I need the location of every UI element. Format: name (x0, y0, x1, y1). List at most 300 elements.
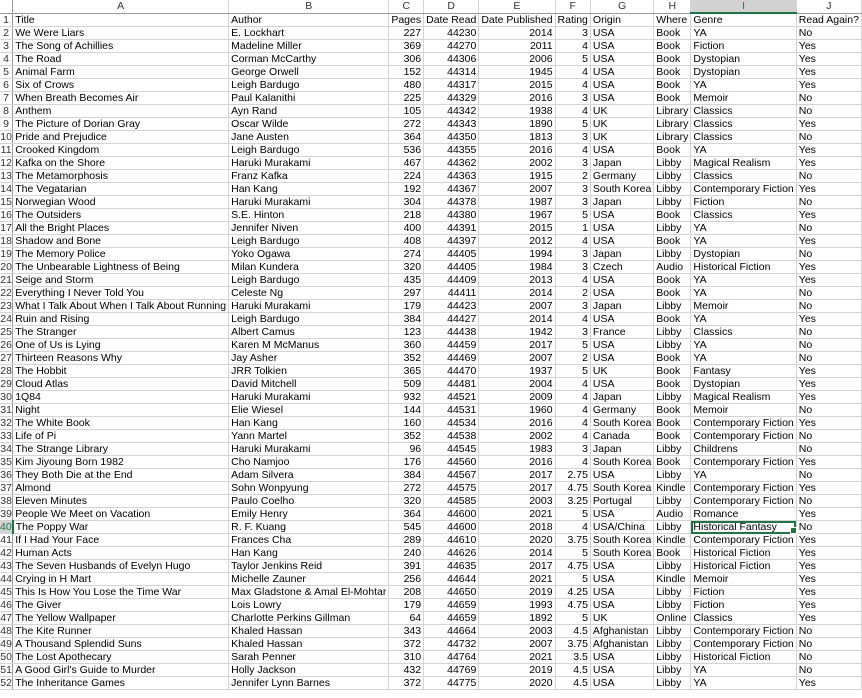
cell-h52[interactable]: Libby (654, 677, 691, 690)
cell-h44[interactable]: Kindle (654, 573, 691, 586)
cell-f43[interactable]: 4.75 (555, 560, 590, 573)
cell-i3[interactable]: Fiction (691, 40, 796, 53)
cell-i10[interactable]: Classics (691, 131, 796, 144)
cell-e50[interactable]: 2021 (479, 651, 555, 664)
cell-b2[interactable]: E. Lockhart (229, 27, 389, 40)
cell-b16[interactable]: S.E. Hinton (229, 209, 389, 222)
cell-e28[interactable]: 1937 (479, 365, 555, 378)
cell-a40[interactable]: The Poppy War (13, 521, 229, 534)
row-header[interactable]: 28 (0, 365, 12, 377)
cell-f19[interactable]: 3 (555, 248, 590, 261)
cell-b35[interactable]: Cho Namjoo (229, 456, 389, 469)
cell-b15[interactable]: Haruki Murakami (229, 196, 389, 209)
cell-g40[interactable]: USA/China (590, 521, 653, 534)
cell-c17[interactable]: 400 (389, 222, 424, 235)
cell-f49[interactable]: 3.75 (555, 638, 590, 651)
cell-h36[interactable]: Libby (654, 469, 691, 482)
cell-j36[interactable]: No (796, 469, 861, 482)
cell-g32[interactable]: South Korea (590, 417, 653, 430)
cell-j17[interactable]: No (796, 222, 861, 235)
cell-b42[interactable]: Han Kang (229, 547, 389, 560)
cell-d1[interactable]: Date Read (424, 13, 479, 27)
cell-e11[interactable]: 2016 (479, 144, 555, 157)
cell-h48[interactable]: Libby (654, 625, 691, 638)
cell-c41[interactable]: 289 (389, 534, 424, 547)
cell-g11[interactable]: USA (590, 144, 653, 157)
column-header-b[interactable]: B (229, 0, 389, 13)
cell-a42[interactable]: Human Acts (13, 547, 229, 560)
cell-f47[interactable]: 5 (555, 612, 590, 625)
cell-h26[interactable]: Libby (654, 339, 691, 352)
cell-g27[interactable]: USA (590, 352, 653, 365)
cell-f21[interactable]: 4 (555, 274, 590, 287)
cell-c2[interactable]: 227 (389, 27, 424, 40)
cell-b17[interactable]: Jennifer Niven (229, 222, 389, 235)
cell-b29[interactable]: David Mitchell (229, 378, 389, 391)
column-header-a[interactable]: A (13, 0, 229, 13)
cell-g1[interactable]: Origin (590, 13, 653, 27)
cell-h9[interactable]: Library (654, 118, 691, 131)
cell-d33[interactable]: 44538 (424, 430, 479, 443)
cell-d12[interactable]: 44362 (424, 157, 479, 170)
cell-d44[interactable]: 44644 (424, 573, 479, 586)
cell-c36[interactable]: 384 (389, 469, 424, 482)
cell-c33[interactable]: 352 (389, 430, 424, 443)
cell-a48[interactable]: The Kite Runner (13, 625, 229, 638)
cell-d35[interactable]: 44560 (424, 456, 479, 469)
cell-h42[interactable]: Book (654, 547, 691, 560)
cell-a6[interactable]: Six of Crows (13, 79, 229, 92)
cell-b4[interactable]: Corman McCarthy (229, 53, 389, 66)
row-header[interactable]: 15 (0, 196, 12, 208)
cell-a19[interactable]: The Memory Police (13, 248, 229, 261)
row-header[interactable]: 5 (0, 66, 13, 79)
cell-g16[interactable]: USA (590, 209, 653, 222)
cell-i38[interactable]: Contemporary Fiction (691, 495, 796, 508)
cell-d3[interactable]: 44270 (424, 40, 479, 53)
cell-b12[interactable]: Haruki Murakami (229, 157, 389, 170)
row-header[interactable]: 1 (0, 13, 13, 27)
row-header[interactable]: 23 (0, 300, 12, 312)
cell-j12[interactable]: Yes (796, 157, 861, 170)
cell-h23[interactable]: Libby (654, 300, 691, 313)
cell-j14[interactable]: Yes (796, 183, 861, 196)
row-header[interactable]: 17 (0, 222, 12, 234)
cell-h6[interactable]: Book (654, 79, 691, 92)
cell-c27[interactable]: 352 (389, 352, 424, 365)
row-header[interactable]: 6 (0, 79, 13, 92)
row-header[interactable]: 21 (0, 274, 12, 286)
cell-b38[interactable]: Paulo Coelho (229, 495, 389, 508)
cell-c12[interactable]: 467 (389, 157, 424, 170)
cell-c37[interactable]: 272 (389, 482, 424, 495)
cell-a22[interactable]: Everything I Never Told You (13, 287, 229, 300)
cell-d49[interactable]: 44732 (424, 638, 479, 651)
cell-b1[interactable]: Author (229, 13, 389, 27)
cell-f8[interactable]: 4 (555, 105, 590, 118)
cell-g52[interactable]: USA (590, 677, 653, 690)
cell-h11[interactable]: Book (654, 144, 691, 157)
cell-g5[interactable]: USA (590, 66, 653, 79)
cell-g30[interactable]: Japan (590, 391, 653, 404)
cell-g9[interactable]: UK (590, 118, 653, 131)
cell-h29[interactable]: Book (654, 378, 691, 391)
cell-d14[interactable]: 44367 (424, 183, 479, 196)
cell-j42[interactable]: Yes (796, 547, 861, 560)
cell-i8[interactable]: Classics (691, 105, 796, 118)
cell-e17[interactable]: 2015 (479, 222, 555, 235)
column-header-i[interactable]: I (691, 0, 796, 13)
cell-i27[interactable]: YA (691, 352, 796, 365)
cell-i44[interactable]: Memoir (691, 573, 796, 586)
row-header[interactable]: 48 (0, 625, 12, 637)
cell-a20[interactable]: The Unbearable Lightness of Being (13, 261, 229, 274)
cell-c40[interactable]: 545 (389, 521, 424, 534)
cell-a29[interactable]: Cloud Atlas (13, 378, 229, 391)
cell-g28[interactable]: UK (590, 365, 653, 378)
cell-g51[interactable]: USA (590, 664, 653, 677)
cell-d41[interactable]: 44610 (424, 534, 479, 547)
cell-c28[interactable]: 365 (389, 365, 424, 378)
cell-f7[interactable]: 3 (555, 92, 590, 105)
cell-h51[interactable]: Libby (654, 664, 691, 677)
cell-j23[interactable]: No (796, 300, 861, 313)
cell-j37[interactable]: Yes (796, 482, 861, 495)
cell-a3[interactable]: The Song of Achillies (13, 40, 229, 53)
cell-a15[interactable]: Norwegian Wood (13, 196, 229, 209)
cell-f36[interactable]: 2.75 (555, 469, 590, 482)
cell-i2[interactable]: YA (691, 27, 796, 40)
cell-c44[interactable]: 256 (389, 573, 424, 586)
cell-h35[interactable]: Book (654, 456, 691, 469)
cell-h14[interactable]: Libby (654, 183, 691, 196)
row-header[interactable]: 9 (0, 118, 13, 131)
cell-c21[interactable]: 435 (389, 274, 424, 287)
cell-j30[interactable]: Yes (796, 391, 861, 404)
cell-d37[interactable]: 44575 (424, 482, 479, 495)
cell-b43[interactable]: Taylor Jenkins Reid (229, 560, 389, 573)
cell-e15[interactable]: 1987 (479, 196, 555, 209)
cell-f9[interactable]: 5 (555, 118, 590, 131)
row-header[interactable]: 11 (0, 144, 12, 156)
cell-h17[interactable]: Libby (654, 222, 691, 235)
cell-a28[interactable]: The Hobbit (13, 365, 229, 378)
cell-g41[interactable]: South Korea (590, 534, 653, 547)
cell-g22[interactable]: USA (590, 287, 653, 300)
cell-f4[interactable]: 5 (555, 53, 590, 66)
cell-h20[interactable]: Audio (654, 261, 691, 274)
cell-j51[interactable]: No (796, 664, 861, 677)
cell-d45[interactable]: 44650 (424, 586, 479, 599)
cell-h5[interactable]: Book (654, 66, 691, 79)
cell-i20[interactable]: Historical Fiction (691, 261, 796, 274)
cell-c14[interactable]: 192 (389, 183, 424, 196)
cell-d4[interactable]: 44306 (424, 53, 479, 66)
row-header[interactable]: 47 (0, 612, 12, 624)
cell-e52[interactable]: 2020 (479, 677, 555, 690)
cell-d5[interactable]: 44314 (424, 66, 479, 79)
cell-c1[interactable]: Pages (389, 13, 424, 27)
cell-g45[interactable]: USA (590, 586, 653, 599)
cell-d13[interactable]: 44363 (424, 170, 479, 183)
cell-f18[interactable]: 4 (555, 235, 590, 248)
cell-d16[interactable]: 44380 (424, 209, 479, 222)
cell-d46[interactable]: 44659 (424, 599, 479, 612)
cell-a31[interactable]: Night (13, 404, 229, 417)
cell-f17[interactable]: 1 (555, 222, 590, 235)
row-header[interactable]: 36 (0, 469, 12, 481)
cell-j48[interactable]: No (796, 625, 861, 638)
cell-j10[interactable]: No (796, 131, 861, 144)
cell-h13[interactable]: Libby (654, 170, 691, 183)
cell-g31[interactable]: Germany (590, 404, 653, 417)
cell-i51[interactable]: YA (691, 664, 796, 677)
cell-c23[interactable]: 179 (389, 300, 424, 313)
cell-d2[interactable]: 44230 (424, 27, 479, 40)
cell-a26[interactable]: One of Us is Lying (13, 339, 229, 352)
cell-d20[interactable]: 44405 (424, 261, 479, 274)
cell-e40[interactable]: 2018 (479, 521, 555, 534)
cell-h37[interactable]: Kindle (654, 482, 691, 495)
cell-j16[interactable]: Yes (796, 209, 861, 222)
cell-c19[interactable]: 274 (389, 248, 424, 261)
cell-i16[interactable]: Classics (691, 209, 796, 222)
row-header[interactable]: 2 (0, 27, 13, 40)
cell-b32[interactable]: Han Kang (229, 417, 389, 430)
cell-c4[interactable]: 306 (389, 53, 424, 66)
cell-a17[interactable]: All the Bright Places (13, 222, 229, 235)
cell-d28[interactable]: 44470 (424, 365, 479, 378)
cell-a10[interactable]: Pride and Prejudice (13, 131, 229, 144)
column-header-c[interactable]: C (389, 0, 424, 13)
cell-f11[interactable]: 4 (555, 144, 590, 157)
cell-e12[interactable]: 2002 (479, 157, 555, 170)
cell-a45[interactable]: This Is How You Lose the Time War (13, 586, 229, 599)
cell-g36[interactable]: USA (590, 469, 653, 482)
cell-b26[interactable]: Karen M McManus (229, 339, 389, 352)
cell-b10[interactable]: Jane Austen (229, 131, 389, 144)
cell-a14[interactable]: The Vegatarian (13, 183, 229, 196)
cell-f30[interactable]: 4 (555, 391, 590, 404)
cell-g12[interactable]: Japan (590, 157, 653, 170)
cell-b34[interactable]: Haruki Murakami (229, 443, 389, 456)
cell-b25[interactable]: Albert Camus (229, 326, 389, 339)
cell-e16[interactable]: 1967 (479, 209, 555, 222)
cell-g4[interactable]: USA (590, 53, 653, 66)
cell-b50[interactable]: Sarah Penner (229, 651, 389, 664)
cell-b3[interactable]: Madeline Miller (229, 40, 389, 53)
cell-c22[interactable]: 297 (389, 287, 424, 300)
cell-g47[interactable]: UK (590, 612, 653, 625)
cell-j43[interactable]: Yes (796, 560, 861, 573)
cell-d48[interactable]: 44664 (424, 625, 479, 638)
cell-a1[interactable]: Title (13, 13, 229, 27)
cell-f29[interactable]: 4 (555, 378, 590, 391)
cell-i17[interactable]: YA (691, 222, 796, 235)
cell-b19[interactable]: Yoko Ogawa (229, 248, 389, 261)
cell-a33[interactable]: Life of Pi (13, 430, 229, 443)
cell-f23[interactable]: 3 (555, 300, 590, 313)
cell-d34[interactable]: 44545 (424, 443, 479, 456)
cell-e9[interactable]: 1890 (479, 118, 555, 131)
cell-g29[interactable]: USA (590, 378, 653, 391)
cell-d29[interactable]: 44481 (424, 378, 479, 391)
cell-b30[interactable]: Haruki Murakami (229, 391, 389, 404)
cell-h45[interactable]: Libby (654, 586, 691, 599)
cell-f25[interactable]: 3 (555, 326, 590, 339)
cell-c16[interactable]: 218 (389, 209, 424, 222)
cell-d15[interactable]: 44378 (424, 196, 479, 209)
cell-g2[interactable]: USA (590, 27, 653, 40)
cell-a36[interactable]: They Both Die at the End (13, 469, 229, 482)
cell-f13[interactable]: 2 (555, 170, 590, 183)
cell-h16[interactable]: Book (654, 209, 691, 222)
cell-i21[interactable]: YA (691, 274, 796, 287)
cell-f27[interactable]: 2 (555, 352, 590, 365)
cell-i9[interactable]: Classics (691, 118, 796, 131)
cell-g17[interactable]: USA (590, 222, 653, 235)
cell-c31[interactable]: 144 (389, 404, 424, 417)
cell-j27[interactable]: No (796, 352, 861, 365)
cell-h2[interactable]: Book (654, 27, 691, 40)
cell-f34[interactable]: 3 (555, 443, 590, 456)
row-header[interactable]: 30 (0, 391, 12, 403)
cell-b48[interactable]: Khaled Hassan (229, 625, 389, 638)
cell-b31[interactable]: Elie Wiesel (229, 404, 389, 417)
row-header[interactable]: 10 (0, 131, 12, 143)
cell-h28[interactable]: Book (654, 365, 691, 378)
cell-g3[interactable]: USA (590, 40, 653, 53)
cell-h40[interactable]: Libby (654, 521, 691, 534)
column-header-d[interactable]: D (424, 0, 479, 13)
cell-d40[interactable]: 44600 (424, 521, 479, 534)
cell-d43[interactable]: 44635 (424, 560, 479, 573)
cell-b39[interactable]: Emily Henry (229, 508, 389, 521)
cell-e23[interactable]: 2007 (479, 300, 555, 313)
cell-e24[interactable]: 2014 (479, 313, 555, 326)
row-header[interactable]: 51 (0, 664, 12, 676)
cell-d27[interactable]: 44469 (424, 352, 479, 365)
cell-b47[interactable]: Charlotte Perkins Gillman (229, 612, 389, 625)
row-header[interactable]: 45 (0, 586, 12, 598)
cell-a38[interactable]: Eleven Minutes (13, 495, 229, 508)
column-header-f[interactable]: F (555, 0, 590, 13)
cell-a21[interactable]: Seige and Storm (13, 274, 229, 287)
cell-f45[interactable]: 4.25 (555, 586, 590, 599)
row-header[interactable]: 12 (0, 157, 12, 169)
cell-h30[interactable]: Libby (654, 391, 691, 404)
cell-h34[interactable]: Libby (654, 443, 691, 456)
cell-e37[interactable]: 2017 (479, 482, 555, 495)
cell-j9[interactable]: Yes (796, 118, 861, 131)
cell-g35[interactable]: South Korea (590, 456, 653, 469)
cell-f28[interactable]: 5 (555, 365, 590, 378)
row-header[interactable]: 27 (0, 352, 12, 364)
cell-j2[interactable]: No (796, 27, 861, 40)
cell-f51[interactable]: 4.5 (555, 664, 590, 677)
cell-i33[interactable]: Contemporary Fiction (691, 430, 796, 443)
cell-i14[interactable]: Contemporary Fiction (691, 183, 796, 196)
cell-d36[interactable]: 44567 (424, 469, 479, 482)
cell-g34[interactable]: Japan (590, 443, 653, 456)
cell-f24[interactable]: 4 (555, 313, 590, 326)
cell-c30[interactable]: 932 (389, 391, 424, 404)
cell-e45[interactable]: 2019 (479, 586, 555, 599)
cell-g38[interactable]: Portugal (590, 495, 653, 508)
cell-f22[interactable]: 2 (555, 287, 590, 300)
cell-j39[interactable]: Yes (796, 508, 861, 521)
cell-a13[interactable]: The Metamorphosis (13, 170, 229, 183)
cell-c45[interactable]: 208 (389, 586, 424, 599)
cell-i22[interactable]: YA (691, 287, 796, 300)
column-header-j[interactable]: J (796, 0, 861, 13)
cell-j11[interactable]: Yes (796, 144, 861, 157)
row-header[interactable]: 35 (0, 456, 12, 468)
row-header[interactable]: 33 (0, 430, 12, 442)
cell-i48[interactable]: Contemporary Fiction (691, 625, 796, 638)
cell-j31[interactable]: No (796, 404, 861, 417)
cell-e31[interactable]: 1960 (479, 404, 555, 417)
cell-g20[interactable]: Czech (590, 261, 653, 274)
cell-j34[interactable]: No (796, 443, 861, 456)
cell-f40[interactable]: 4 (555, 521, 590, 534)
cell-f48[interactable]: 4.5 (555, 625, 590, 638)
cell-c11[interactable]: 536 (389, 144, 424, 157)
cell-e42[interactable]: 2014 (479, 547, 555, 560)
cell-h12[interactable]: Libby (654, 157, 691, 170)
cell-j8[interactable]: No (796, 105, 861, 118)
cell-a51[interactable]: A Good Girl's Guide to Murder (13, 664, 229, 677)
cell-b44[interactable]: Michelle Zauner (229, 573, 389, 586)
row-header[interactable]: 26 (0, 339, 12, 351)
cell-d23[interactable]: 44423 (424, 300, 479, 313)
cell-d9[interactable]: 44343 (424, 118, 479, 131)
cell-j1[interactable]: Read Again? (796, 13, 861, 27)
cell-g43[interactable]: USA (590, 560, 653, 573)
cell-h49[interactable]: Libby (654, 638, 691, 651)
cell-d38[interactable]: 44585 (424, 495, 479, 508)
cell-g33[interactable]: Canada (590, 430, 653, 443)
cell-g13[interactable]: Germany (590, 170, 653, 183)
cell-f16[interactable]: 5 (555, 209, 590, 222)
cell-c20[interactable]: 320 (389, 261, 424, 274)
cell-j13[interactable]: No (796, 170, 861, 183)
cell-h21[interactable]: Book (654, 274, 691, 287)
cell-h4[interactable]: Book (654, 53, 691, 66)
cell-a18[interactable]: Shadow and Bone (13, 235, 229, 248)
cell-i5[interactable]: Dystopian (691, 66, 796, 79)
cell-a37[interactable]: Almond (13, 482, 229, 495)
cell-b49[interactable]: Khaled Hassan (229, 638, 389, 651)
cell-b28[interactable]: JRR Tolkien (229, 365, 389, 378)
cell-f37[interactable]: 4.75 (555, 482, 590, 495)
cell-e4[interactable]: 2006 (479, 53, 555, 66)
cell-e39[interactable]: 2021 (479, 508, 555, 521)
cell-e33[interactable]: 2002 (479, 430, 555, 443)
cell-i28[interactable]: Fantasy (691, 365, 796, 378)
cell-f26[interactable]: 5 (555, 339, 590, 352)
cell-h1[interactable]: Where (654, 13, 691, 27)
cell-i15[interactable]: Fiction (691, 196, 796, 209)
cell-i49[interactable]: Contemporary Fiction (691, 638, 796, 651)
cell-f50[interactable]: 3.5 (555, 651, 590, 664)
cell-j3[interactable]: Yes (796, 40, 861, 53)
cell-e44[interactable]: 2021 (479, 573, 555, 586)
row-header[interactable]: 7 (0, 92, 13, 105)
row-header[interactable]: 50 (0, 651, 12, 663)
cell-h22[interactable]: Book (654, 287, 691, 300)
cell-b9[interactable]: Oscar Wilde (229, 118, 389, 131)
